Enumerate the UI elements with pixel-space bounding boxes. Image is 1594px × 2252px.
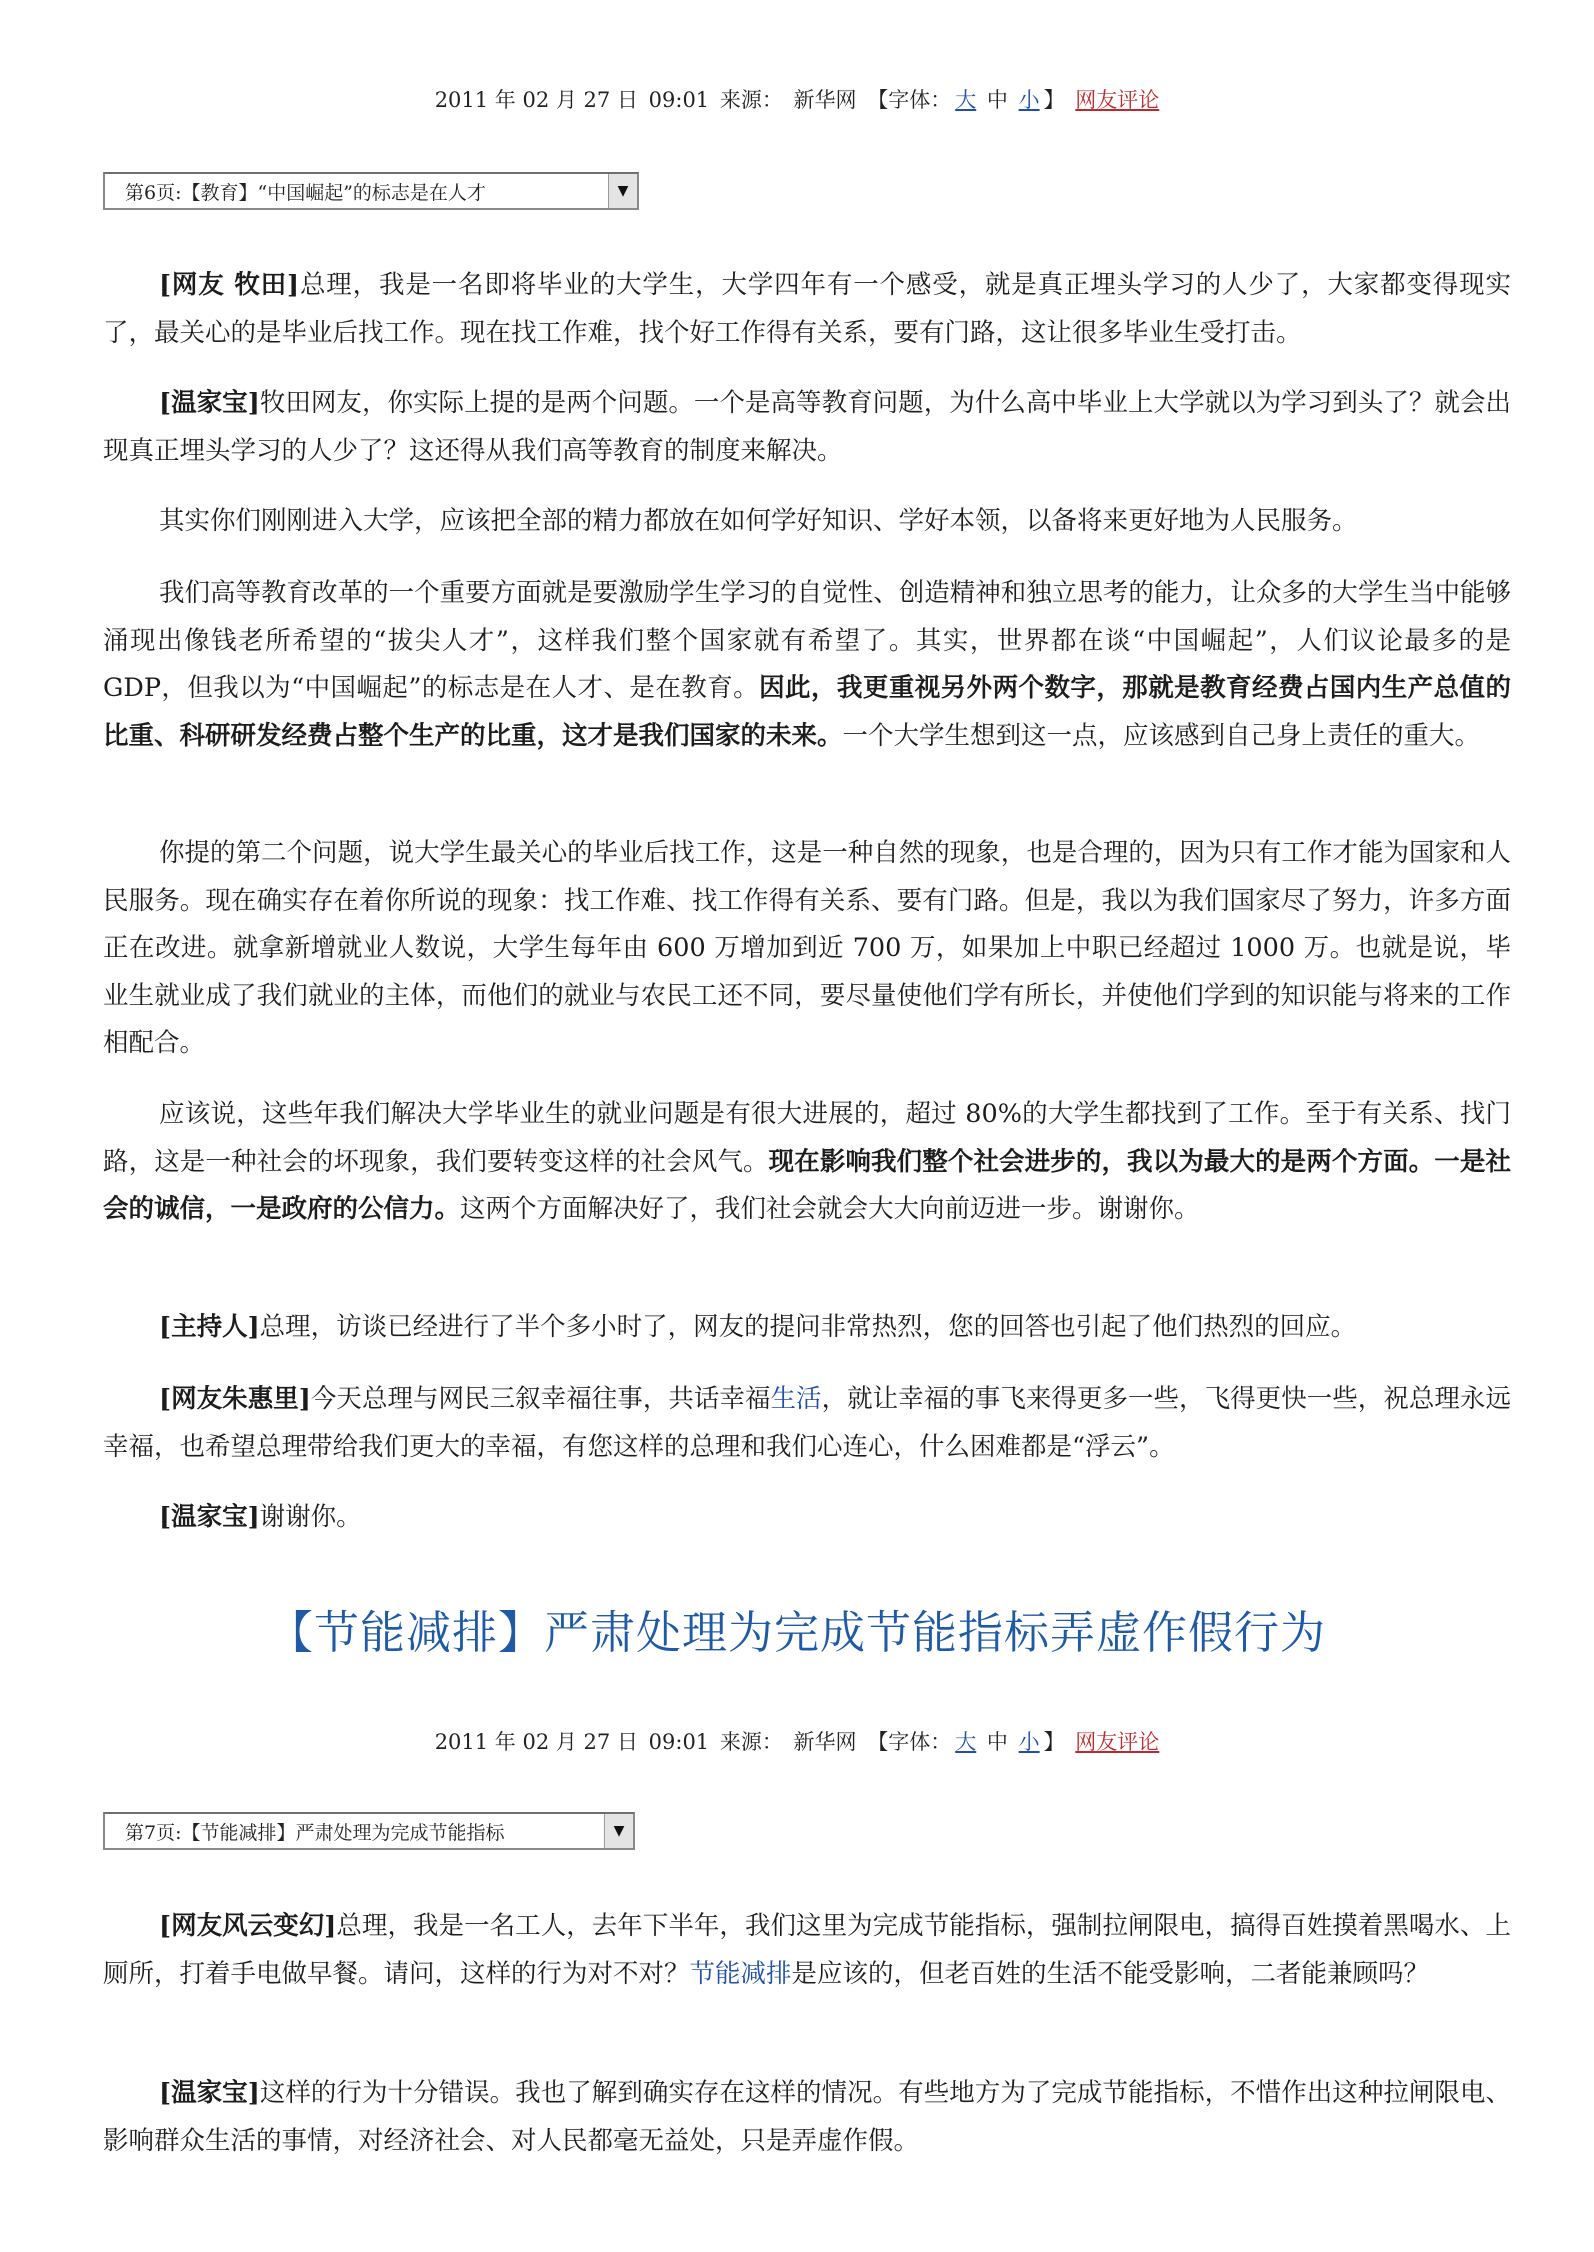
speaker-label: [温家宝]	[159, 388, 260, 418]
page-select-value: 第6页:【教育】“中国崛起”的标志是在人才	[125, 181, 486, 204]
paragraph-question: [网友朱惠里]今天总理与网民三叙幸福往事，共话幸福生活，就让幸福的事飞来得更多一些，飞得更快一些，祝总理永远幸福，也希望总理带给我们更大的幸福，有您这样的总理和我们心连心，什么困难都是“浮云”。	[103, 1384, 1511, 1462]
article-meta	[0, 84, 1594, 114]
inline-link[interactable]: 生活	[770, 1384, 822, 1414]
speaker-label: [温家宝]	[159, 1502, 260, 1532]
font-size-small-link[interactable]: 小	[1018, 88, 1040, 112]
publish-date: 2011 年 02 月 27 日	[434, 88, 638, 112]
source-label: 来源：	[719, 88, 783, 112]
page-select[interactable]	[103, 1812, 635, 1850]
font-size-label: 【字体：	[867, 88, 952, 112]
source-name: 新华网	[793, 1730, 857, 1754]
emphasis-text: 现在影响我们整个社会进步的，我以为最大的是两个方面。一是社会的诚信，一是政府的公信力。	[103, 1146, 1511, 1224]
speaker-label: [网友朱惠里]	[159, 1384, 311, 1414]
page-select[interactable]	[103, 172, 639, 210]
paragraph-answer: [温家宝]牧田网友，你实际上提的是两个问题。一个是高等教育问题，为什么高中毕业上大学就以为学习到头了？就会出现真正埋头学习的人少了？这还得从我们高等教育的制度来解决。	[103, 388, 1511, 466]
paragraph-question: [网友 牧田]总理，我是一名即将毕业的大学生，大学四年有一个感受，就是真正埋头学习的人少了，大家都变得现实了，最关心的是毕业后找工作。现在找工作难，找个好工作得有关系，要有门路，这让很多毕业生受打击。	[103, 270, 1511, 348]
font-size-large-link[interactable]: 大	[955, 88, 977, 112]
paragraph: 你提的第二个问题，说大学生最关心的毕业后找工作，这是一种自然的现象，也是合理的，因为只有工作才能为国家和人民服务。现在确实存在着你所说的现象：找工作难、找工作得有关系、要有门路。但是，我以为我们国家尽了努力，许多方面正在改进。就拿新增就业人数说，大学生每年由 600 万增加到近 700 万，如果加上中职已经超过 1000 万。也就是说，毕业生就业成了我们就业的主体，而他们的就业与农民工还不同，要尽量使他们学有所长，并使他们学到的知识能与将来的工作相配合。	[103, 838, 1511, 1058]
source-label: 来源：	[719, 1730, 783, 1754]
font-size-medium-link[interactable]: 中	[986, 1730, 1008, 1754]
publish-time: 09:01	[648, 88, 710, 112]
paragraph-question: [网友风云变幻]总理，我是一名工人，去年下半年，我们这里为完成节能指标，强制拉闸限电，搞得百姓摸着黑喝水、上厕所，打着手电做早餐。请问，这样的行为对不对？节能减排是应该的，但老百姓的生活不能受影响，二者能兼顾吗？	[103, 1911, 1511, 1989]
comments-link[interactable]: 网友评论	[1075, 1730, 1160, 1754]
page-select-value: 第7页:【节能减排】严肃处理为完成节能指标	[125, 1821, 505, 1844]
publish-date: 2011 年 02 月 27 日	[434, 1730, 638, 1754]
chevron-down-icon[interactable]: ▼	[608, 174, 637, 208]
paragraph: 其实你们刚刚进入大学，应该把全部的精力都放在如何学好知识、学好本领，以备将来更好地为人民服务。	[159, 506, 1358, 536]
paragraph-host: [主持人]总理，访谈已经进行了半个多小时了，网友的提问非常热烈，您的回答也引起了他们热烈的回应。	[159, 1312, 1357, 1342]
paragraph-answer: [温家宝]这样的行为十分错误。我也了解到确实存在这样的情况。有些地方为了完成节能指标，不惜作出这种拉闸限电、影响群众生活的事情，对经济社会、对人民都毫无益处，只是弄虚作假。	[103, 2078, 1511, 2156]
emphasis-text: 因此，我更重视另外两个数字，那就是教育经费占国内生产总值的比重、科研研发经费占整个生产的比重，这才是我们国家的未来。	[103, 673, 1511, 751]
article-meta	[0, 1726, 1594, 1756]
publish-time: 09:01	[648, 1730, 710, 1754]
paragraph-answer: [温家宝]谢谢你。	[159, 1502, 362, 1532]
font-size-bracket: 】	[1043, 88, 1065, 112]
paragraph: 应该说，这些年我们解决大学毕业生的就业问题是有很大进展的，超过 80%的大学生都找到了工作。至于有关系、找门路，这是一种社会的坏现象，我们要转变这样的社会风气。现在影响我们整个社会进步的，我以为最大的是两个方面。一是社会的诚信，一是政府的公信力。这两个方面解决好了，我们社会就会大大向前迈进一步。谢谢你。	[103, 1099, 1511, 1224]
source-name: 新华网	[793, 88, 857, 112]
font-size-label: 【字体：	[867, 1730, 952, 1754]
chevron-down-icon[interactable]: ▼	[604, 1814, 633, 1848]
font-size-bracket: 】	[1043, 1730, 1065, 1754]
speaker-label: [主持人]	[159, 1312, 260, 1342]
paragraph: 我们高等教育改革的一个重要方面就是要激励学生学习的自觉性、创造精神和独立思考的能力，让众多的大学生当中能够涌现出像钱老所希望的“拔尖人才”，这样我们整个国家就有希望了。其实，世界都在谈“中国崛起”，人们议论最多的是 GDP，但我以为“中国崛起”的标志是在人才、是在教育。因此，我更重视另外两个数字，那就是教育经费占国内生产总值的比重、科研研发经费占整个生产的比重，这才是我们国家的未来。一个大学生想到这一点，应该感到自己身上责任的重大。	[103, 578, 1511, 751]
section-heading: 【节能减排】严肃处理为完成节能指标弄虚作假行为	[267, 1606, 1326, 1659]
inline-link[interactable]: 节能减排	[689, 1958, 792, 1989]
font-size-medium-link[interactable]: 中	[986, 88, 1008, 112]
comments-link[interactable]: 网友评论	[1075, 88, 1160, 112]
speaker-label: [网友 牧田]	[159, 270, 300, 300]
font-size-large-link[interactable]: 大	[955, 1730, 977, 1754]
speaker-label: [温家宝]	[159, 2078, 260, 2108]
font-size-small-link[interactable]: 小	[1018, 1730, 1040, 1754]
speaker-label: [网友风云变幻]	[159, 1911, 337, 1941]
